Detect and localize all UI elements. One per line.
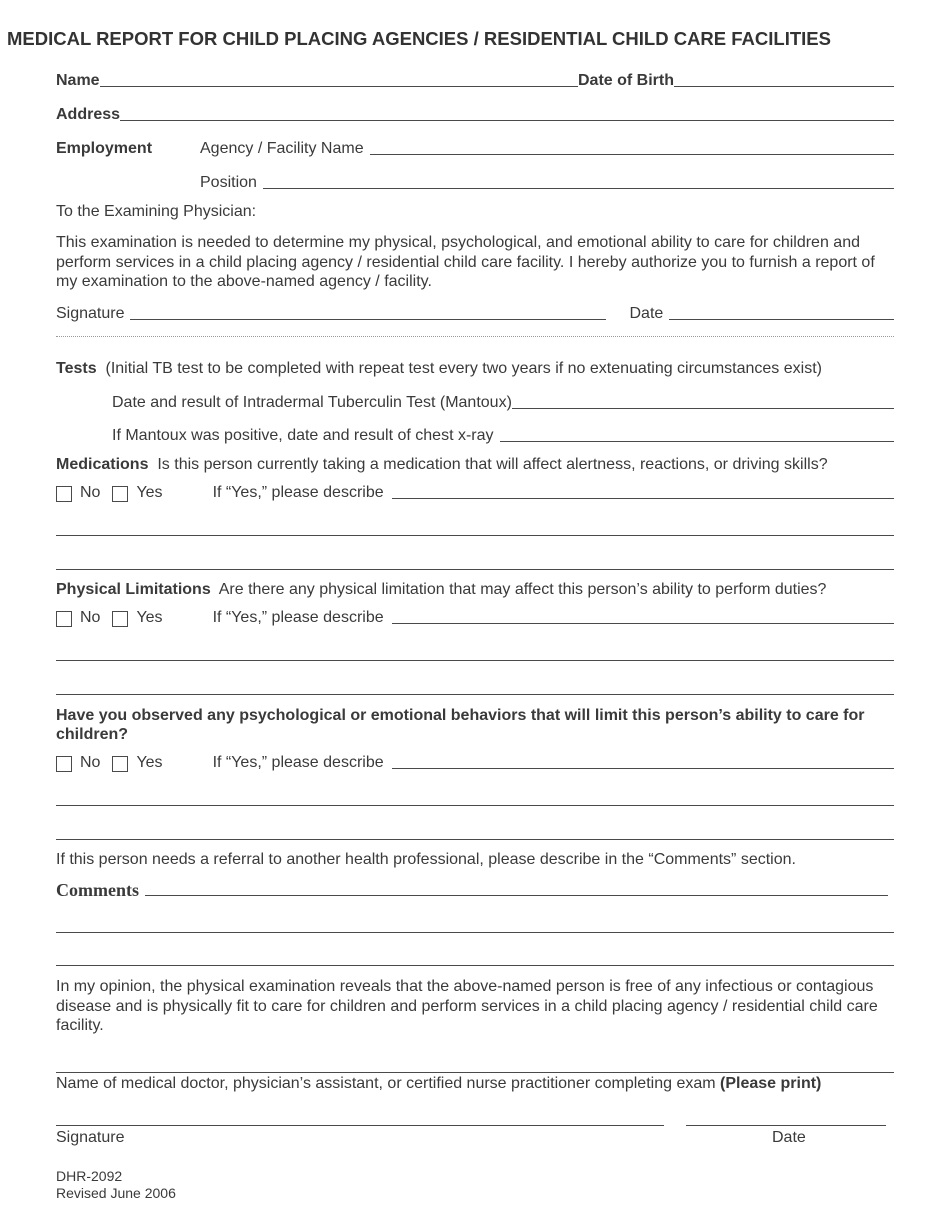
yes-label: Yes [136,754,163,771]
examiner-name-field[interactable] [56,1072,894,1073]
psych-no-checkbox[interactable] [56,756,72,772]
medications-label: Medications [56,456,149,473]
comments-label: Comments [56,880,139,900]
employment-row [56,140,894,158]
applicant-signature-field[interactable] [130,319,606,320]
examiner-date-field[interactable] [686,1125,886,1126]
referral-text: If this person needs a referral to another health professional, please describe in the “Comments” section. [56,851,796,868]
form-title: MEDICAL REPORT FOR CHILD PLACING AGENCIES / RESIDENTIAL CHILD CARE FACILITIES [7,28,831,49]
physical-yes-checkbox[interactable] [112,611,128,627]
mantoux-field[interactable] [512,408,894,409]
agency-label: Agency / Facility Name [200,140,364,157]
yes-label: Yes [136,484,163,501]
no-label: No [80,484,101,501]
xray-row [112,427,894,445]
medications-answer-row [56,484,894,502]
date-label: Date [629,305,664,322]
psych-line-2[interactable] [56,839,894,840]
dob-field[interactable] [674,86,894,87]
mantoux-label: Date and result of Intradermal Tuberculin Test (Mantoux) [112,394,512,411]
employment-label: Employment [56,140,153,157]
address-label: Address [56,106,121,123]
yes-label: Yes [136,609,163,626]
name-field[interactable] [100,86,578,87]
please-print: (Please print) [720,1075,822,1092]
signature-label: Signature [56,305,125,322]
medications-yes-checkbox[interactable] [112,486,128,502]
medications-describe-field[interactable] [392,498,894,499]
comments-field[interactable] [145,895,888,896]
comments-line-1[interactable] [56,932,894,933]
comments-row [56,880,888,901]
examiner-row [56,1075,821,1093]
psych-line-1[interactable] [56,805,894,806]
address-row [56,106,894,124]
physical-describe-field[interactable] [392,623,894,624]
form-number: DHR-2092 [56,1168,123,1184]
physical-question: Are there any physical limitation that may affect this person’s ability to perform duties? [218,581,827,598]
examiner-signature-field[interactable] [56,1125,664,1126]
describe-label: If “Yes,” please describe [212,484,384,501]
medications-line-1[interactable] [56,535,894,536]
agency-field[interactable] [370,154,894,155]
section-divider [56,336,894,337]
psych-yes-checkbox[interactable] [112,756,128,772]
describe-label: If “Yes,” please describe [212,609,384,626]
xray-field[interactable] [500,441,894,442]
tests-note: (Initial TB test to be completed with repeat test every two years if no extenuating circumstances exist) [105,360,822,377]
psych-describe-field[interactable] [392,768,894,769]
examiner-label: Name of medical doctor, physician’s assistant, or certified nurse practitioner completing exam [56,1075,716,1092]
to-physician: To the Examining Physician: [56,203,257,220]
final-signature-label: Signature [56,1129,125,1146]
tests-label: Tests [56,360,97,377]
name-row [56,72,894,90]
position-row [200,174,894,192]
xray-label: If Mantoux was positive, date and result of chest x-ray [112,427,494,444]
name-label: Name [56,72,100,89]
address-field[interactable] [120,120,894,121]
medications-row [56,456,828,474]
describe-label: If “Yes,” please describe [212,754,384,771]
medications-question: Is this person currently taking a medication that will affect alertness, reactions, or driving skills? [157,456,828,473]
physical-answer-row [56,609,894,627]
dob-label: Date of Birth [578,72,674,89]
medications-line-2[interactable] [56,569,894,570]
physical-line-2[interactable] [56,694,894,695]
medications-no-checkbox[interactable] [56,486,72,502]
form-page [56,0,894,1230]
tests-row [56,360,822,378]
applicant-date-field[interactable] [669,319,894,320]
mantoux-row [112,394,894,412]
applicant-signature-row [56,305,894,323]
psych-question: Have you observed any psychological or emotional behaviors that will limit this person’s ability to care for children? [56,707,865,743]
authorization-text: This examination is needed to determine my physical, psychological, and emotional ability to care for children and perform services in a child placing agency / residential child care facility. I hereby authorize you to furnish a report of my examination to the above-named agency / facility. [56,234,875,290]
opinion-text: In my opinion, the physical examination reveals that the above-named person is free of any infectious or contagious disease and is physically fit to care for children and perform services in a child placing agency / residential child care facility. [56,978,878,1034]
position-label: Position [200,174,257,191]
comments-line-2[interactable] [56,965,894,966]
physical-label: Physical Limitations [56,581,211,598]
no-label: No [80,609,101,626]
final-date-label: Date [772,1129,806,1146]
physical-line-1[interactable] [56,660,894,661]
physical-no-checkbox[interactable] [56,611,72,627]
position-field[interactable] [263,188,894,189]
no-label: No [80,754,101,771]
psych-answer-row [56,754,894,772]
physical-row [56,581,826,599]
revised-date: Revised June 2006 [56,1185,176,1201]
